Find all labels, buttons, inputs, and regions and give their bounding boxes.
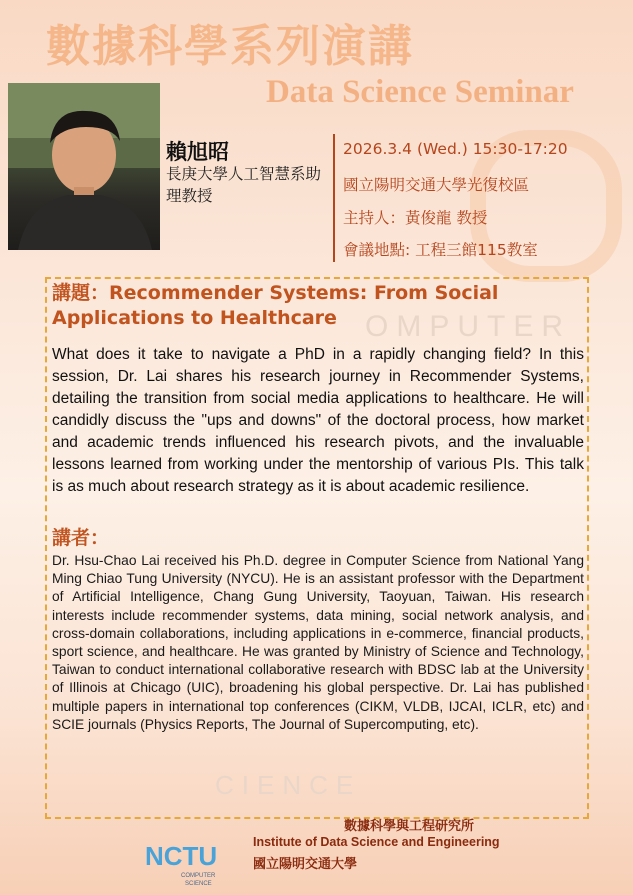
event-host: 主持人：黃俊龍 教授 xyxy=(343,209,488,227)
title-chinese: 數據科學系列演講 xyxy=(46,21,414,72)
speaker-photo xyxy=(8,83,160,250)
watermark-computer: OMPUTER xyxy=(365,310,571,343)
footer-institute-en: Institute of Data Science and Engineering xyxy=(253,835,500,849)
talk-topic: 講題：Recommender Systems: From Social Applications to Healthcare xyxy=(52,282,499,329)
nctu-logo xyxy=(145,835,217,887)
logo-sub2: SCIENCE xyxy=(185,881,212,887)
event-campus: 國立陽明交通大學光復校區 xyxy=(343,176,530,194)
event-venue: 會議地點: 工程三館115教室 xyxy=(343,241,538,259)
watermark-science: CIENCE xyxy=(215,770,362,800)
bio-label: 講者： xyxy=(52,527,110,549)
logo-sub1: COMPUTER xyxy=(181,873,216,879)
logo-text: NCTU xyxy=(145,841,217,871)
speaker-bio: Dr. Hsu-Chao Lai received his Ph.D. degree in Computer Science from National Yang Ming Chiao Tung University (NYCU). He is an assistant professor with the Department of Artificial Intelligence, Chang Gung University, Taoyuan, Taiwan. His research interests include recommender systems, data mining, social network analysis, and cross-domain collaborations, including applications in e-commerce, financial products, sport science, and healthcare. He was granted by Ministry of Science and Technology, Taiwan to conduct international collaborative research with BDSC lab at the University of Illinois at Chicago (UIC), broadening his global perspective. Dr. Lai has published multiple papers in international top conferences (CIKM, VLDB, IJCAI, ICLR, etc) and SCIE journals (Physics Reports, The Journal of Supercomputing, etc). xyxy=(52,553,584,732)
talk-abstract: What does it take to navigate a PhD in a rapidly changing field? In this session, Dr. Lai shares his research journey in Recommender Systems, detailing the transition from social media applications to healthcare. He will candidly discuss the "ups and downs" of the doctoral process, how market and academic trends influenced his research pivots, and the invaluable lessons learned from working under the mentorship of various PIs. This talk is as much about research strategy as it is about academic resilience. xyxy=(52,346,584,495)
title-english: Data Science Seminar xyxy=(266,74,574,110)
speaker-photo-illustration xyxy=(8,83,160,250)
footer-university: 國立陽明交通大學 xyxy=(253,857,358,872)
event-datetime: 2026.3.4 (Wed.) 15:30-17:20 xyxy=(343,140,568,158)
footer-institute-zh: 數據科學與工程研究所 xyxy=(344,819,475,834)
speaker-affiliation: 長庚大學人工智慧系助理教授 xyxy=(166,165,322,205)
info-divider xyxy=(333,134,335,262)
speaker-name: 賴旭昭 xyxy=(166,140,229,164)
